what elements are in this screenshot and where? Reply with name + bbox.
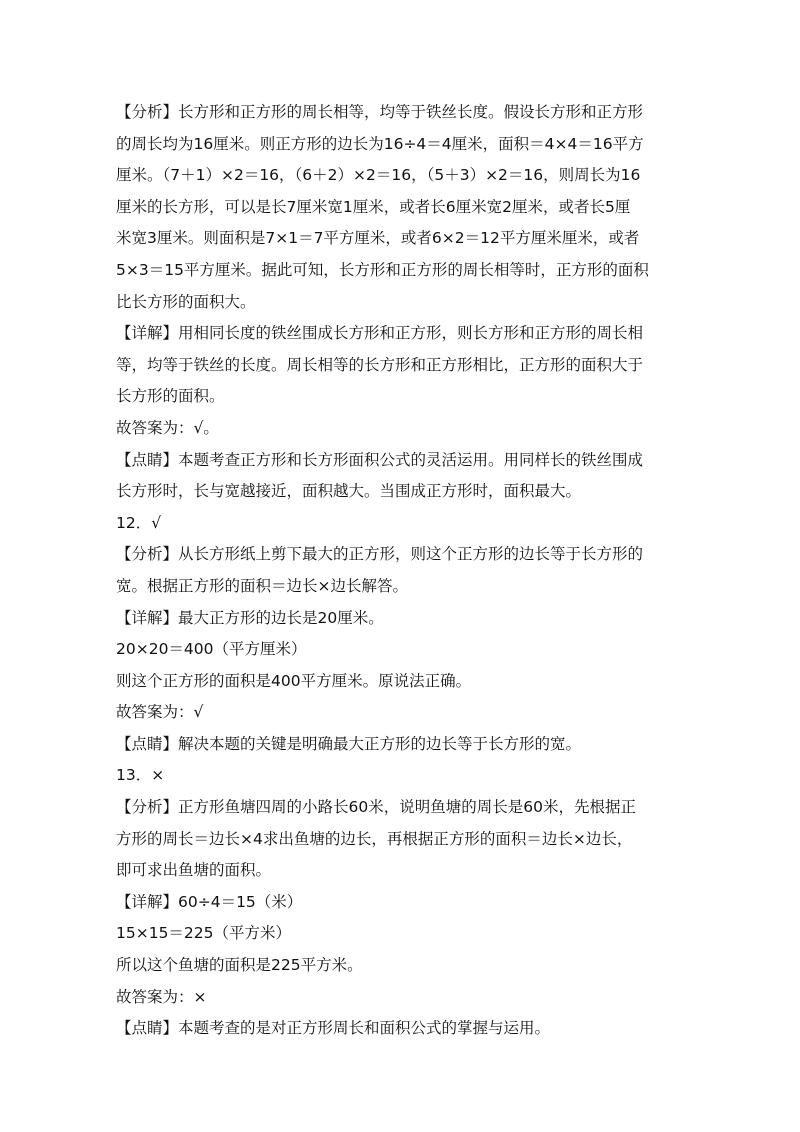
text-line: 厘米的长方形，可以是长7厘米宽1厘米，或者长6厘米宽2厘米，或者长5厘 (116, 197, 631, 216)
text-line: 的周长均为16厘米。则正方形的边长为16÷4＝4厘米，面积＝4×4＝16平方 (116, 134, 644, 153)
text-line: 故答案为：√ (116, 703, 204, 722)
text-line: 【分析】长方形和正方形的周长相等，均等于铁丝长度。假设长方形和正方形 (116, 103, 644, 121)
text-line: 所以这个鱼塘的面积是225平方米。 (116, 956, 363, 975)
text-line: 方形的周长＝边长×4求出鱼塘的边长，再根据正方形的面积＝边长×边长， (116, 829, 633, 848)
text-line: 故答案为：× (116, 987, 207, 1006)
question-number-12: 12．√ (116, 513, 162, 532)
answer-explanation-text (116, 97, 696, 1045)
question-number-13: 13．× (116, 766, 165, 785)
text-line: 米宽3厘米。则面积是7×1＝7平方厘米，或者6×2＝12平方厘米厘米，或者 (116, 229, 640, 248)
text-line: 5×3＝15平方厘米。据此可知，长方形和正方形的周长相等时，正方形的面积 (116, 260, 649, 279)
text-line: 即可求出鱼塘的面积。 (116, 861, 272, 880)
text-line: 【点睛】本题考查的是对正方形周长和面积公式的掌握与运用。 (116, 1019, 551, 1038)
text-line: 长方形时，长与宽越接近，面积越大。当围成正方形时，面积最大。 (116, 482, 582, 501)
text-line: 【点睛】解决本题的关键是明确最大正方形的边长等于长方形的宽。 (116, 734, 582, 753)
text-line: 宽。根据正方形的面积＝边长×边长解答。 (116, 576, 408, 595)
text-line: 20×20＝400（平方厘米） (116, 640, 307, 659)
text-line: 则这个正方形的面积是400平方厘米。原说法正确。 (116, 671, 472, 690)
text-line: 故答案为：√。 (116, 418, 219, 437)
text-line: 等，均等于铁丝的长度。周长相等的长方形和正方形相比，正方形的面积大于 (116, 355, 644, 374)
text-line: 【详解】60÷4＝15（米） (116, 892, 303, 911)
text-line: 厘米。（7＋1）×2＝16，（6＋2）×2＝16，（5＋3）×2＝16，则周长为16 (116, 166, 641, 185)
text-line: 【详解】用相同长度的铁丝围成长方形和正方形，则长方形和正方形的周长相 (116, 324, 644, 343)
text-line: 【点睛】本题考查正方形和长方形面积公式的灵活运用。用同样长的铁丝围成 (116, 450, 644, 469)
text-line: 比长方形的面积大。 (116, 292, 256, 311)
text-line: 15×15＝225（平方米） (116, 924, 292, 943)
text-line: 【分析】正方形鱼塘四周的小路长60米，说明鱼塘的周长是60米，先根据正 (116, 798, 636, 817)
text-line: 【分析】从长方形纸上剪下最大的正方形，则这个正方形的边长等于长方形的 (116, 545, 644, 564)
text-line: 【详解】最大正方形的边长是20厘米。 (116, 608, 384, 627)
text-line: 长方形的面积。 (116, 387, 225, 406)
